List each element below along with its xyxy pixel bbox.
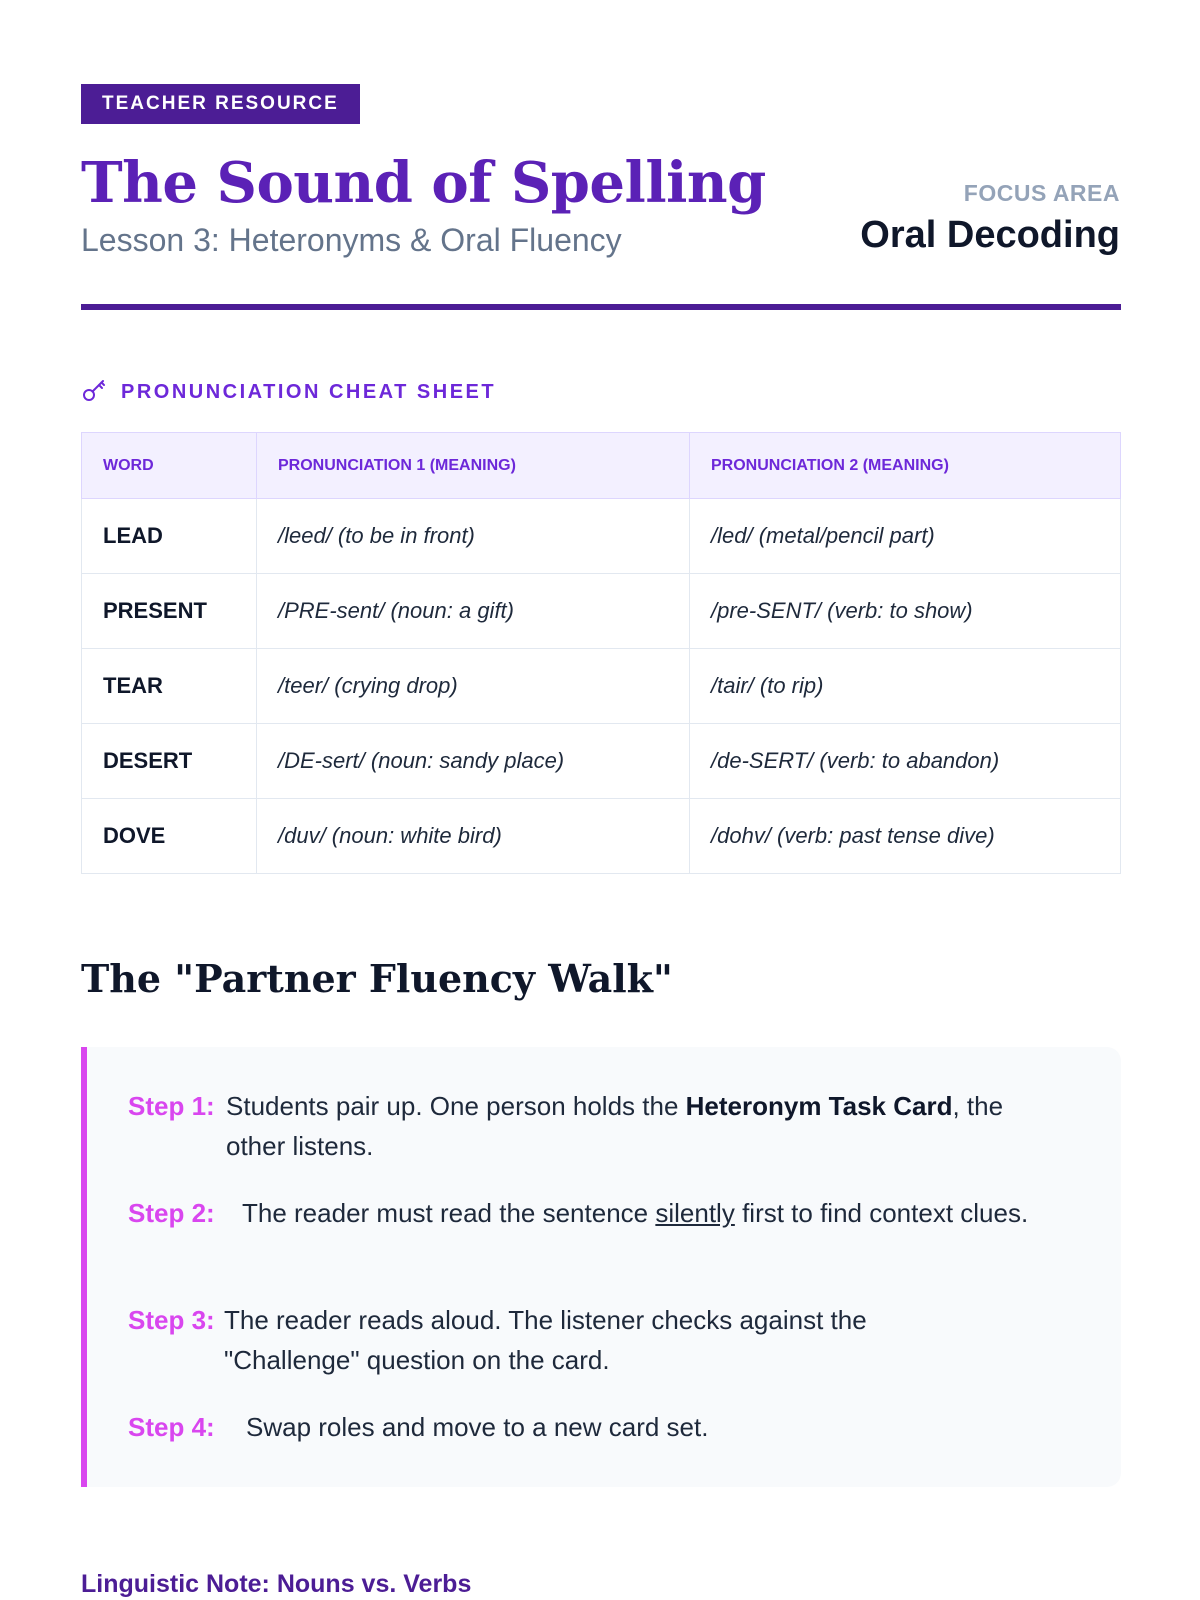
pronunciation-1-cell: /PRE-sent/ (noun: a gift) xyxy=(257,574,690,649)
column-header-word: WORD xyxy=(82,433,257,499)
step-item xyxy=(128,1300,1068,1380)
step-text: Students pair up. One person holds the Heteronym Task Card, the other listens. xyxy=(226,1091,1004,1161)
word-cell: DOVE xyxy=(82,799,257,874)
pronunciation-1-cell: /DE-sert/ (noun: sandy place) xyxy=(257,724,690,799)
word-cell: PRESENT xyxy=(82,574,257,649)
table-header-row xyxy=(82,433,1121,499)
pronunciation-1-cell: /teer/ (crying drop) xyxy=(257,649,690,724)
pronunciation-table xyxy=(81,432,1121,874)
step-label: Step 4: xyxy=(128,1412,215,1442)
focus-area-label: FOCUS AREA xyxy=(963,180,1120,206)
step-label: Step 3: xyxy=(128,1305,215,1335)
focus-area-value: Oral Decoding xyxy=(860,214,1120,256)
silently-emphasis: silently xyxy=(655,1198,735,1228)
pronunciation-2-cell: /dohv/ (verb: past tense dive) xyxy=(690,799,1121,874)
steps-panel xyxy=(81,1047,1121,1487)
step-text: Swap roles and move to a new card set. xyxy=(246,1412,709,1442)
table-row xyxy=(82,649,1121,724)
step-item xyxy=(128,1086,1068,1166)
pronunciation-2-cell: /led/ (metal/pencil part) xyxy=(690,499,1121,574)
linguistic-note-title: Linguistic Note: Nouns vs. Verbs xyxy=(81,1570,472,1598)
lesson-subtitle: Lesson 3: Heteronyms & Oral Fluency xyxy=(81,222,622,258)
pronunciation-2-cell: /de-SERT/ (verb: to abandon) xyxy=(690,724,1121,799)
step-text: The reader must read the sentence silently first to find context clues. xyxy=(242,1198,1029,1228)
pronunciation-1-cell: /duv/ (noun: white bird) xyxy=(257,799,690,874)
step-label: Step 2: xyxy=(128,1198,215,1228)
pronunciation-1-cell: /leed/ (to be in front) xyxy=(257,499,690,574)
table-row xyxy=(82,574,1121,649)
table-row xyxy=(82,799,1121,874)
step-text: The reader reads aloud. The listener checks against the "Challenge" question on the card. xyxy=(224,1305,867,1375)
step-item xyxy=(128,1193,1068,1233)
pronunciation-2-cell: /tair/ (to rip) xyxy=(690,649,1121,724)
page-title: The Sound of Spelling xyxy=(81,150,766,216)
column-header-pronunciation-1: PRONUNCIATION 1 (MEANING) xyxy=(257,433,690,499)
word-cell: LEAD xyxy=(82,499,257,574)
word-cell: TEAR xyxy=(82,649,257,724)
key-icon xyxy=(81,377,107,408)
cheat-sheet-heading xyxy=(81,377,496,408)
table-row xyxy=(82,724,1121,799)
header-divider xyxy=(81,304,1121,310)
table-row xyxy=(82,499,1121,574)
pronunciation-2-cell: /pre-SENT/ (verb: to show) xyxy=(690,574,1121,649)
column-header-pronunciation-2: PRONUNCIATION 2 (MEANING) xyxy=(690,433,1121,499)
step-label: Step 1: xyxy=(128,1091,215,1121)
task-card-emphasis: Heteronym Task Card xyxy=(685,1091,953,1121)
resource-badge: TEACHER RESOURCE xyxy=(81,84,360,124)
word-cell: DESERT xyxy=(82,724,257,799)
cheat-sheet-title: PRONUNCIATION CHEAT SHEET xyxy=(121,381,497,403)
step-item xyxy=(128,1407,1068,1447)
activity-title: The "Partner Fluency Walk" xyxy=(81,956,673,1001)
